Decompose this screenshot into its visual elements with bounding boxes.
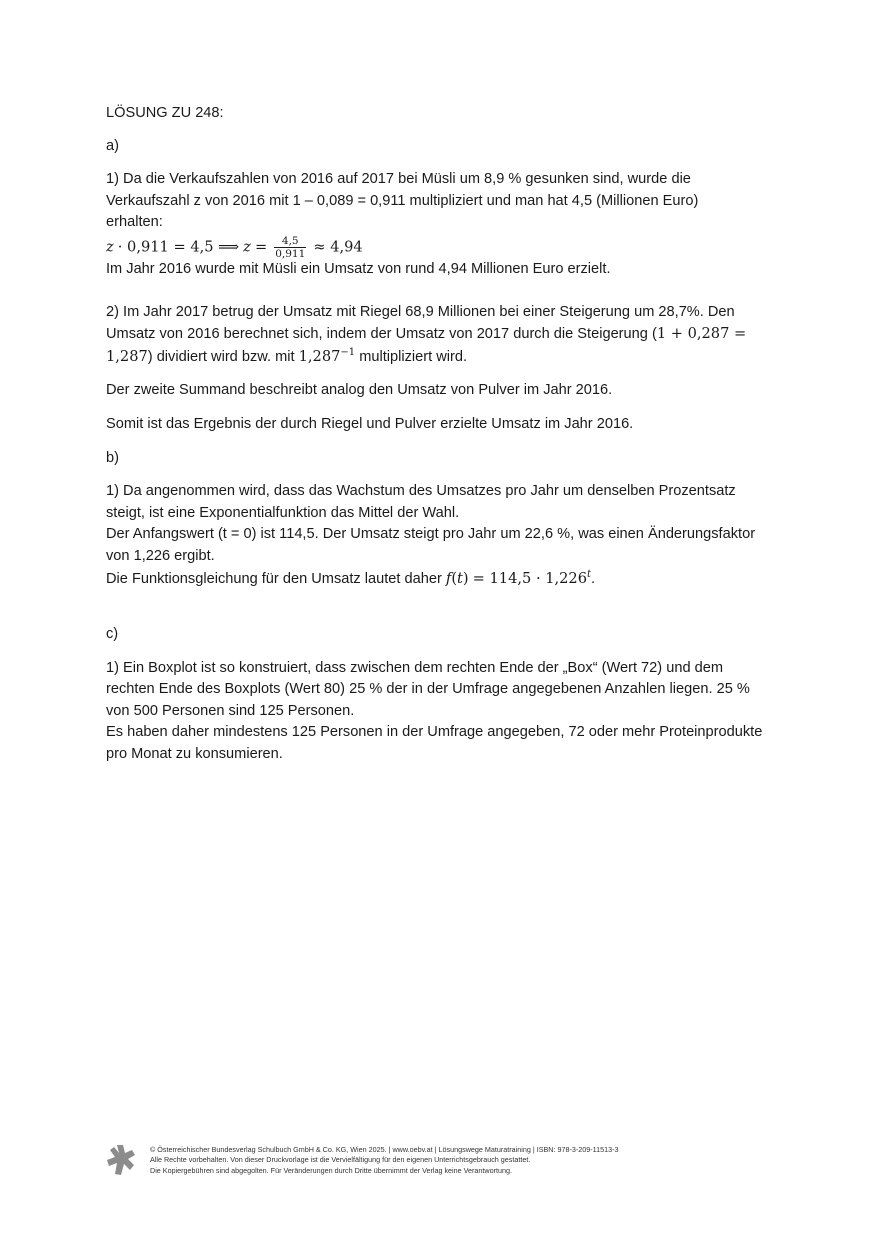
math-expr: =	[254, 238, 268, 256]
text-line	[106, 323, 786, 346]
text-line: steigt, ist eine Exponentialfunktion das Mittel der Wahl.	[106, 504, 460, 521]
math-expr: 1,287	[298, 347, 341, 365]
text-line: erhalten:	[106, 214, 163, 231]
oebv-logo-icon	[106, 1144, 138, 1176]
text-line: 1) Da die Verkaufszahlen von 2016 auf 2017 bei Müsli um 8,9 % gesunken sind, wurde die	[106, 171, 691, 188]
function-line: Die Funktionsgleichung für den Umsatz lautet daher $f(t) = 114,5 \cdot 1,226^t$.	[106, 568, 596, 587]
text-line: von 500 Personen sind 125 Personen.	[106, 702, 355, 719]
text-line: Verkaufszahl z von 2016 mit 1 – 0,089 = 0,911 multipliziert und man hat 4,5 (Millionen Euro)	[106, 192, 699, 209]
math-expr: ≈ 4,94	[313, 238, 363, 256]
page-footer	[106, 1143, 806, 1179]
math-var: t	[457, 569, 463, 587]
text-span: Die Funktionsgleichung für den Umsatz lautet daher	[106, 570, 442, 587]
math-exponent: −1	[340, 346, 356, 358]
text-span: .	[591, 570, 596, 587]
part-a-paragraph-2	[106, 302, 786, 369]
text-line	[106, 346, 786, 369]
math-expr: · 0,911 = 4,5 ⟹	[117, 238, 240, 256]
part-b-label: b)	[106, 449, 119, 466]
text-line: Im Jahr 2016 wurde mit Müsli ein Umsatz von rund 4,94 Millionen Euro erzielt.	[106, 260, 611, 277]
text-line: 1) Ein Boxplot ist so konstruiert, dass zwischen dem rechten Ende der „Box“ (Wert 72) und dem	[106, 659, 723, 676]
page-heading: LÖSUNG ZU 248:	[106, 105, 224, 121]
text-span: ) dividiert wird bzw. mit	[147, 348, 295, 365]
math-expr: 1,287	[106, 347, 148, 365]
text-line: pro Monat zu konsumieren.	[106, 746, 283, 763]
formula-line	[106, 235, 786, 259]
math-var: f	[445, 569, 452, 587]
footer-copyright: © Österreichischer Bundesverlag Schulbuch GmbH & Co. KG, Wien 2025. | www.oebv.at | Lösungswege Maturatraining | ISBN: 978-3-209-11513-3	[150, 1145, 619, 1154]
text-line: rechten Ende des Boxplots (Wert 80) 25 % der in der Umfrage angegebenen Anzahlen liegen. 25 %	[106, 681, 750, 698]
part-a-paragraph-4: Somit ist das Ergebnis der durch Riegel und Pulver erzielte Umsatz im Jahr 2016.	[106, 415, 634, 432]
solution-document	[106, 103, 786, 766]
text-span: multipliziert wird.	[359, 348, 468, 365]
part-c-paragraph	[106, 658, 786, 766]
math-exponent: t	[587, 568, 592, 580]
text-span: Umsatz von 2016 berechnet sich, indem der Umsatz von 2017 durch die Steigerung (	[106, 326, 657, 343]
math-expr: = 114,5 · 1,226	[472, 569, 587, 587]
fraction-denominator: 0,911	[275, 247, 306, 260]
part-a-label: a)	[106, 137, 119, 154]
part-a-paragraph-1	[106, 169, 786, 280]
text-line: 2) Im Jahr 2017 betrug der Umsatz mit Riegel 68,9 Millionen bei einer Steigerung um 28,7%. Den	[106, 303, 735, 320]
math-var: z	[106, 238, 114, 256]
footer-rights: Alle Rechte vorbehalten. Von dieser Druckvorlage ist die Vervielfältigung für den eigenen Unterrichtsgebrauch gestattet.	[150, 1155, 531, 1165]
part-b-paragraph	[106, 481, 786, 590]
part-a-paragraph-3: Der zweite Summand beschreibt analog den Umsatz von Pulver im Jahr 2016.	[106, 382, 613, 399]
footer-disclaimer: Die Kopiergebühren sind abgegolten. Für Veränderungen durch Dritte übernimmt der Verlag keine Verantwortung.	[150, 1165, 512, 1175]
fraction-numerator: 4,5	[274, 235, 306, 248]
text-line: Es haben daher mindestens 125 Personen in der Umfrage angegeben, 72 oder mehr Proteinprodukte	[106, 724, 763, 741]
part-c-label: c)	[106, 626, 119, 643]
math-fraction	[274, 235, 306, 260]
footer-text	[150, 1145, 618, 1176]
math-expr: 1 + 0,287 =	[656, 325, 747, 343]
math-var: z	[243, 238, 251, 256]
text-line: von 1,226 ergibt.	[106, 547, 215, 564]
text-line: Der Anfangswert (t = 0) ist 114,5. Der Umsatz steigt pro Jahr um 22,6 %, was einen Änderungsfaktor	[106, 526, 756, 543]
text-line: 1) Da angenommen wird, dass das Wachstum des Umsatzes pro Jahr um denselben Prozentsatz	[106, 483, 736, 500]
